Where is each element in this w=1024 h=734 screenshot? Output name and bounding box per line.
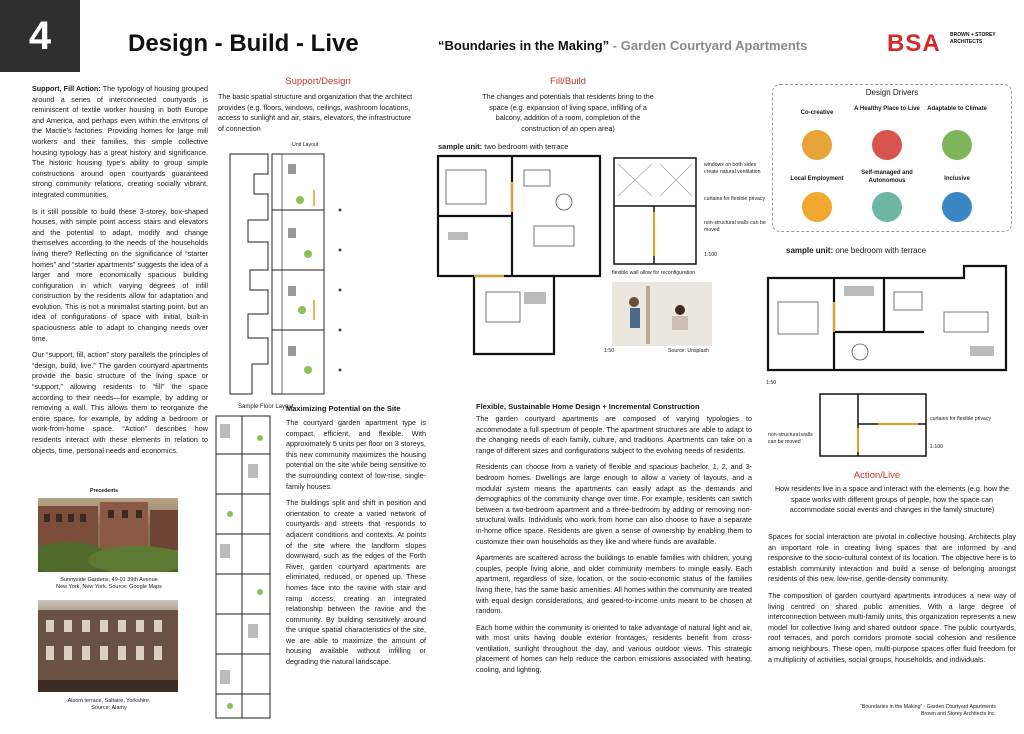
bsa-logo: BSA xyxy=(887,30,941,57)
local-employment-icon xyxy=(802,192,832,222)
maximizing-p2: The buildings split and shift in position and orientation to create a varied network of courtyards and streets that responds to adjacent conditions and contexts. At points of the site where the landform slopes downward, such as the edges of the Forth River, garden courtyard apartments are eliminated, reduced, or opened up. These homes face into the ravine with stair and ramp access, creating an integrated relationship between the ravine and the community. By building sensitively around the unique spatial characteristics of the site, we are able to maximize the amount of housing available without infilling or degrading the natural landscape. xyxy=(286,498,426,667)
note-curtains: curtains for flexible privacy xyxy=(704,196,766,202)
two-bed-plan xyxy=(434,152,604,358)
subtitle-rest: - Garden Courtyard Apartments xyxy=(609,38,808,53)
page-title: Design - Build - Live xyxy=(128,30,359,57)
logo-text: BROWN + STOREY ARCHITECTS xyxy=(950,32,996,45)
intro-lead: Support, Fill Action: xyxy=(32,84,101,93)
driver-label-self-managed: Self-managed and Autonomous xyxy=(861,170,913,184)
design-drivers-heading: Design Drivers xyxy=(865,88,919,97)
section-number: 4 xyxy=(0,0,80,72)
photo-source: Source: Unsplash xyxy=(668,348,709,354)
flex-wall-label: flexible wall allow for reconfiguration xyxy=(612,270,696,276)
sample-unit-two-bed: sample unit: two bedroom with terrace xyxy=(438,142,569,151)
one-bed-note-curtains: curtains for flexible privacy xyxy=(930,416,992,422)
one-bed-scale-50: 1:50 xyxy=(766,380,777,386)
sample-floor-label: Sample Floor Layout xyxy=(238,404,294,410)
precedents-heading: Precedents xyxy=(90,488,118,494)
climate-icon xyxy=(942,130,972,160)
precedent-photo-sunnyside xyxy=(38,498,178,572)
flexible-p2: Residents can choose from a variety of flexible and spacious bachelor, 1, 2, and 3-bedroom homes. Dwellings are large enough to allow a variety of layouts, and a modular system means the apartments can easily adapt as the demands and demographics of the community change over time. For example, residents can switch between a two-bedroom apartment and a three-bedroom by adding or removing non-structural walls. Individuals who work from home can also choose to have a separate in-home office space. Residents are given a sense of ownership by enabling them to customize their own households as they like and where funds are available. xyxy=(476,462,752,546)
precedent-photo-saltaire xyxy=(38,600,178,692)
intro-column xyxy=(32,84,208,462)
co-creative-icon xyxy=(802,130,832,160)
maximizing-column xyxy=(286,418,426,674)
driver-label-employment: Local Employment xyxy=(790,176,844,182)
inclusive-icon xyxy=(942,192,972,222)
action-column xyxy=(768,532,1016,671)
intro-p2: Is it still possible to build these 3-storey, box-shaped houses, with simple point access stairs and elevators and the potential to adapt, modify and change themselves according to the needs of the households living there? Reflecting on the significance of “starter homes” and “starter apartments” suggests the idea of a larger and more economically spacious building configuration in which varying degrees of infill construction by the residents allow for adaptation and evolution. This is not a minimalist starting point, but an idea of configurations of space with initial, built-in spaciousness able to adapt to changing needs over time. xyxy=(32,206,208,343)
flexible-wall-graphic xyxy=(612,282,712,346)
one-bed-detail-plan xyxy=(818,392,928,458)
sunnyside-photo-graphic xyxy=(38,498,178,572)
support-heading: Support/Design xyxy=(285,76,351,87)
one-bed-note-walls: non-structural walls can be moved xyxy=(768,432,813,445)
scale-label-50: 1:50 xyxy=(604,348,615,354)
saltaire-photo-graphic xyxy=(38,600,178,692)
flexible-heading: Flexible, Sustainable Home Design + Incremental Construction xyxy=(476,402,700,411)
action-p2: The composition of garden courtyard apartments introduces a new way of living centred on shared public amenities. With a large degree of interconnection between multi-family units, this organization represents a new model for collective living and shared outdoor space. The public courtyards, roof terraces, and porch corridors promote social cohesion and resilience among neighbours. These open, multi-purpose spaces offer fluid freedom for a multiplicity of activities, social groups, households, and individuals. xyxy=(768,590,1016,664)
page-subtitle xyxy=(438,38,807,53)
intro-p1: Support, Fill Action: The typology of housing grouped around a series of interconnected courtyards is reminiscent of textile worker housing in both Europe and America, and perhaps even within the environs of the Mactie's factories. Providing homes for large mill workers and their families, this simple collective housing typology has a great history and significance. The historic housing type's ability to group simple constructions around open courtyards guaranteed strong community relations, creating socially vibrant, integrated communities. xyxy=(32,84,208,199)
fill-text: The changes and potentials that residents bring to the space (e.g. expansion of living space, infilling of a balcony, addition of a room, completion of the construction of an open area) xyxy=(482,92,654,133)
sample-unit-one-bed: sample unit: one bedroom with terrace xyxy=(786,246,927,255)
intro-p3: Our “support, fill, action” story parallels the principles of “design, build, live.” The garden courtyard apartments provide the basic structure of the living space or “support,” allowing residents to “fill” the space according to their needs—for example, by adding or removing a wall. This allows them to reorganize the entire space, for example, by adding a bedroom or work-from-home space. “Action” describes how residents interact with these elements in relation to objects, time, personal needs and economics. xyxy=(32,350,208,455)
sample-floor-plan xyxy=(214,414,274,720)
one-bed-scale-100: 1:100 xyxy=(930,444,943,450)
flexible-column xyxy=(476,414,752,682)
note-walls: non-structural walls can be moved xyxy=(704,220,766,233)
maximizing-p1: The courtyard garden apartment type is compact, efficient, and flexible. With approximately 5 units per floor on 3 storeys, this new community maximizes the housing potential on the site while being sensitive to the surrounding context of low-rise, single-family houses. xyxy=(286,418,426,491)
precedent-caption-1: Sunnyside Gardens, 49-01 39th Avenue New York, New York. Source: Google Maps xyxy=(56,577,162,590)
driver-label-inclusive: Inclusive xyxy=(944,176,970,182)
driver-label-climate: Adaptable to Climate xyxy=(927,106,987,112)
flexible-p3: Apartments are scattered across the buildings to enable families with children, young couples, people living alone, and older community members to mingle easily. Each apartment, regardless of size, location, or the socio-economic status of the families living there, has the same basic amenities. All homes within the community are treated with equal design considerations, and geared-to-income units meant to be chosen at random. xyxy=(476,553,752,616)
unit-layout-label: Unit Layout xyxy=(292,142,319,148)
action-heading: Action/Live xyxy=(853,470,901,481)
one-bed-plan xyxy=(764,262,1010,376)
precedent-caption-2: Alsom terrace, Saltaire, Yorkshire. Source: Alamy xyxy=(67,698,151,711)
scale-label-100: 1:100 xyxy=(704,252,717,258)
driver-label-co-creative: Co-creative xyxy=(800,110,834,116)
self-managed-icon xyxy=(872,192,902,222)
two-bed-detail-plan xyxy=(612,156,698,266)
subtitle-main: “Boundaries in the Making” xyxy=(438,38,610,53)
note-ventilation: windows on both sides create natural ventilation xyxy=(704,162,761,175)
fill-heading: Fill/Build xyxy=(550,76,586,87)
flexible-p4: Each home within the community is oriented to take advantage of natural light and air, with most units having double exterior frontages, residents benefit from cross-ventilation, sunlight throughout the day, and various outdoor views. This strategic placement of homes can help reduce the carbon emissions associated with heating, cooling, and lighting. xyxy=(476,622,752,675)
support-text: The basic spatial structure and organization that the architect provides (e.g. floors, windows, ceilings, washroom locations, access to sunlight and air, stairs, elevators, the infrastructure of connection xyxy=(218,92,413,133)
action-text: How residents live in a space and interact with the elements (e.g. how the space works with different groups of people, how the space can accommodate social events and changes in the family structure) xyxy=(774,484,1010,515)
flexible-wall-photo xyxy=(612,282,712,346)
action-p1: Spaces for social interaction are pivotal in collective housing. Architects play an important role in creating living spaces that are informed by and responsive to the socio-cultural context of its location. The objective here is to establish community interaction and build a sense of belonging amongst residents of this new, low-rise, gentle-density community. xyxy=(768,532,1016,584)
healthy-place-icon xyxy=(872,130,902,160)
maximizing-heading: Maximizing Potential on the Site xyxy=(286,404,401,413)
credit-line: “Boundaries in the Making” - Garden Courtyard Apartments Brown and Storey Architects Inc. xyxy=(860,704,996,717)
driver-label-healthy: A Healthy Place to Live xyxy=(854,106,920,112)
unit-layout-plan xyxy=(228,150,378,398)
flexible-p1: The garden courtyard apartments are composed of varying typologies to accommodate a full spectrum of people. The apartment structures are able to adapt to the changing needs of each family, culture, and traditions. Apartments can take on a range of different sizes and configurations subject to the evolving needs of residents. xyxy=(476,414,752,455)
